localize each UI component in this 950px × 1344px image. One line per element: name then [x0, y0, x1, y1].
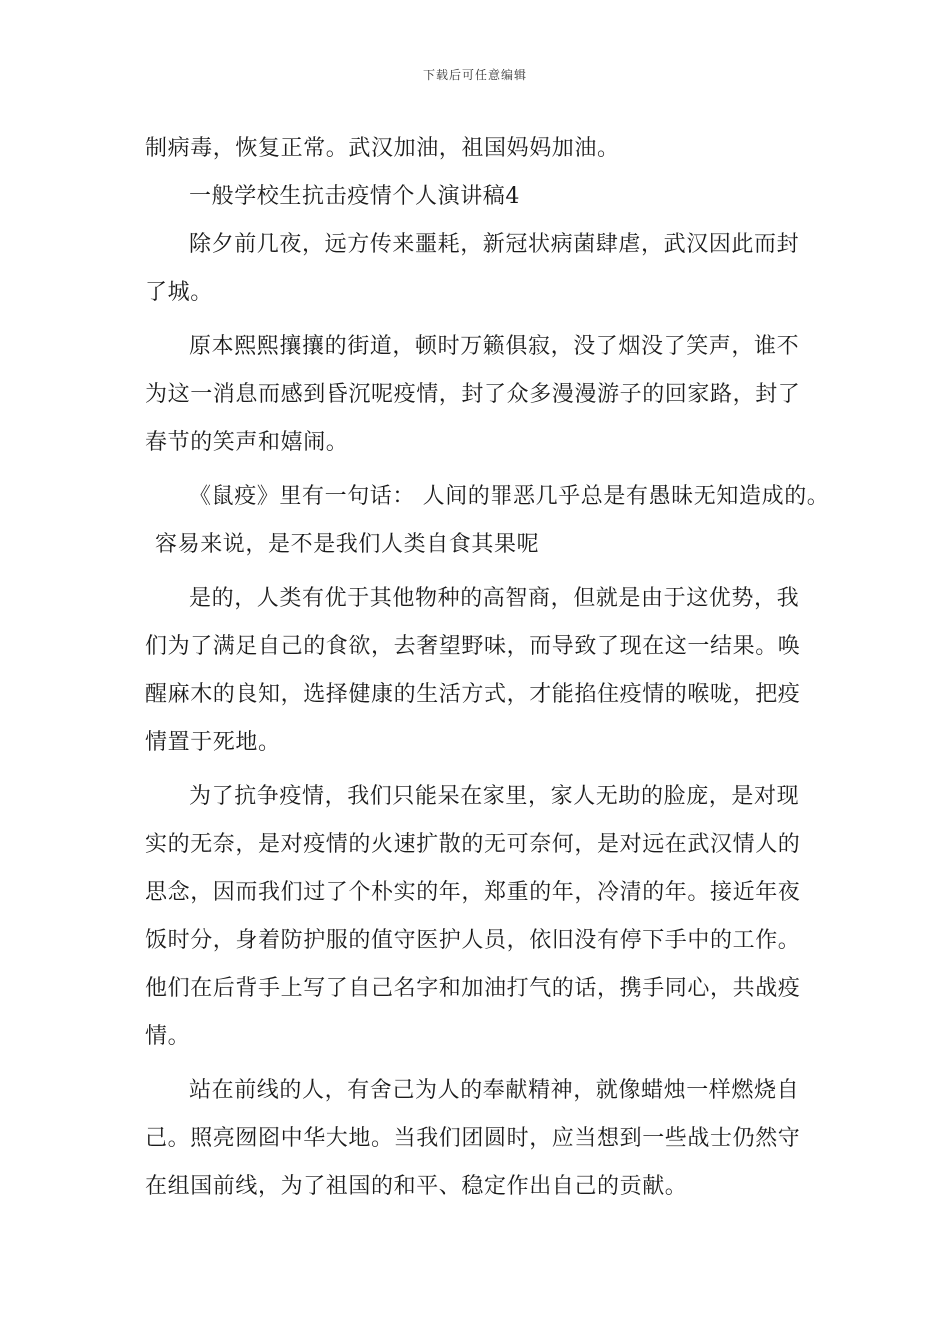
- text-line: 思念，因而我们过了个朴实的年，郑重的年，冷清的年。接近年夜: [145, 880, 801, 905]
- text-line: 是的，人类有优于其他物种的高智商，但就是由于这优势，我: [189, 586, 800, 611]
- text-line: 为这一消息而感到昏沉呢疫情，封了众多漫漫游子的回家路，封了: [145, 382, 801, 407]
- text-line: 制病毒，恢复正常。武汉加油，祖国妈妈加油。: [145, 136, 620, 161]
- text-line: 在组国前线，为了祖国的和平、稳定作出自己的贡献。: [145, 1174, 688, 1199]
- text-line: 醒麻木的良知，选择健康的生活方式，才能掐住疫情的喉咙，把疫: [145, 682, 801, 707]
- text-line: 原本熙熙攘攘的街道，顿时万籁俱寂，没了烟没了笑声，谁不: [189, 334, 800, 359]
- text-line: 们为了满足自己的食欲，去奢望野味，而导致了现在这一结果。唤: [145, 634, 801, 659]
- header-note: 下载后可任意编辑: [422, 68, 527, 82]
- section-heading: 一般学校生抗击疫情个人演讲稿4: [189, 184, 520, 209]
- text-line: 饭时分，身着防护服的值守医护人员，依旧没有停下手中的工作。: [145, 928, 801, 953]
- text-line: 情置于死地。: [145, 730, 281, 755]
- text-line: 己。照亮囫囵中华大地。当我们团圆时，应当想到一些战士仍然守: [145, 1126, 801, 1151]
- text-line: 除夕前几夜，远方传来噩耗，新冠状病菌肆虐，武汉因此而封: [189, 232, 800, 257]
- text-line: 实的无奈，是对疫情的火速扩散的无可奈何，是对远在武汉情人的: [145, 832, 801, 857]
- text-line: 容易来说，是不是我们人类自食其果呢: [155, 532, 540, 557]
- document-body: [145, 125, 830, 1211]
- text-line: 了城。: [145, 280, 213, 305]
- text-line: 站在前线的人，有舍己为人的奉献精神，就像蜡烛一样燃烧自: [189, 1078, 800, 1103]
- text-line: 春节的笑声和嬉闹。: [145, 430, 349, 455]
- text-line: 他们在后背手上写了自己名字和加油打气的话，携手同心，共战疫: [145, 976, 801, 1001]
- text-line: 为了抗争疫情，我们只能呆在家里，家人无助的脸庞，是对现: [189, 784, 800, 809]
- text-line: 《鼠疫》里有一句话： 人间的罪恶几乎总是有愚昧无知造成的。: [189, 484, 830, 509]
- text-line: 情。: [145, 1024, 191, 1049]
